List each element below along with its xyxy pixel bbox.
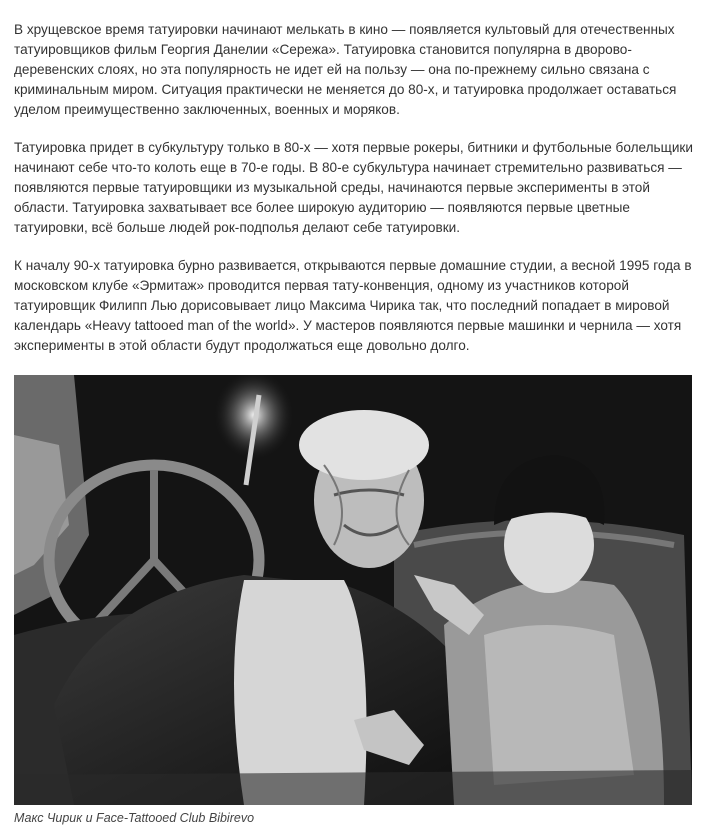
photo-illustration (14, 375, 692, 805)
paragraph-3: К началу 90-х татуировка бурно развивается, открываются первые домашние студии, а весной 1995 года в московском клубе «Эрмитаж» проводится первая тату-конвенция, одному из участников которой татуировщик Филипп Лью дорисовывает лицо Максима Чирика так, что последний попадает в мировой календарь «Heavy tattooed man of the world». У мастеров появляются первые машинки и чернила — хотя эксперименты в этой области будут продолжаться еще довольно долго. (14, 258, 692, 353)
paragraph-1: В хрущевское время татуировки начинают мелькать в кино — появляется культовый для отечественных татуировщиков фильм Георгия Данелии «Сережа». Татуировка становится популярна в дворово-деревенских слоях, но эта популярность не идет ей на пользу — она по-прежнему сильно связана с криминальным миром. Ситуация практически не меняется до 80-х, и татуировка продолжает оставаться уделом преимущественно заключенных, военных и моряков. (14, 22, 677, 117)
photo-caption: Макс Чирик и Face-Tattooed Club Bibirevo (14, 811, 255, 825)
paragraph-2: Татуировка придет в субкультуру только в 80-х — хотя первые рокеры, битники и футбольные болельщики начинают себе что-то колоть еще в 70-е годы. В 80-е субкультура начинает стремительно развиваться — появляются первые татуировщики из музыкальной среды, начинаются первые эксперименты в этой области. Татуировка захватывает все более широкую аудиторию — появляются первые цветные татуировки, всё больше людей рок-подполья делают себе татуировки. (14, 140, 693, 235)
article-photo (14, 375, 692, 805)
